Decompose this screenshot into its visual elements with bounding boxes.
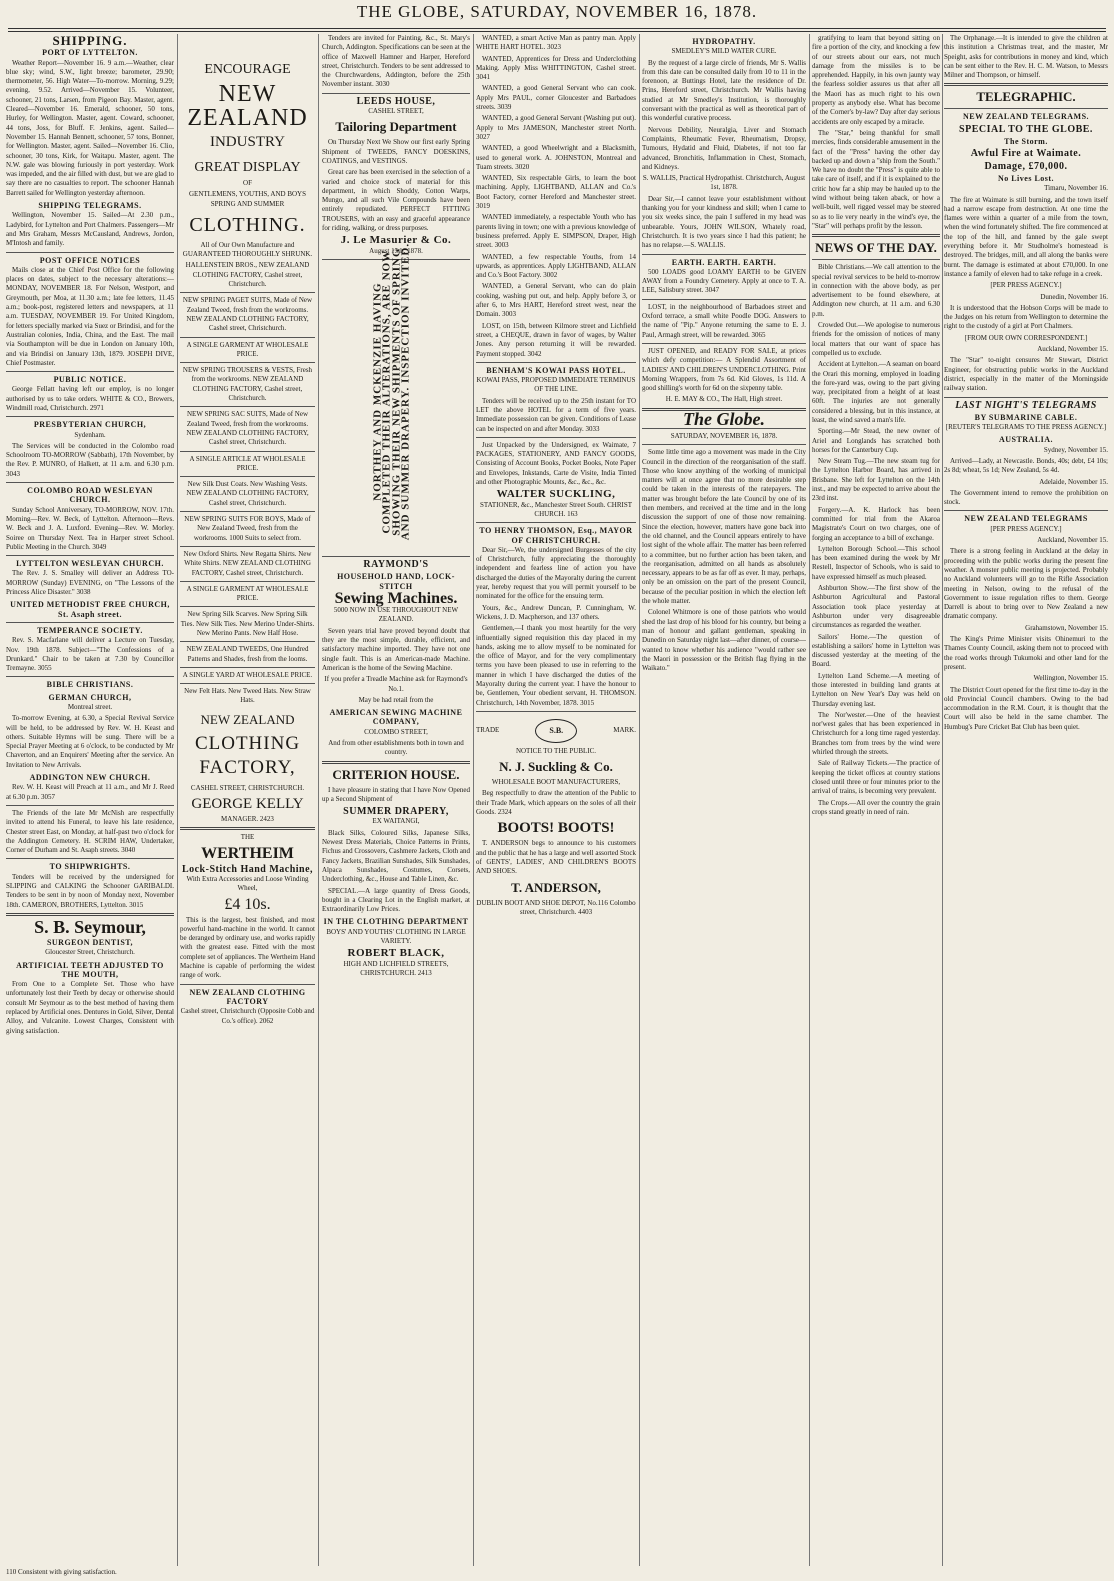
news-item: New Steam Tug.—The new steam tug for the Lyttelton Harbor Board, has arrived in Brisbane. She left for Lyttelton on the 14th inst., and may be expected to arrive about the 23rd inst. xyxy=(812,457,940,503)
addington-heading: ADDINGTON NEW CHURCH. xyxy=(29,773,151,783)
bible-christians-heading: BIBLE CHRISTIANS. xyxy=(46,680,134,690)
of-label: OF xyxy=(243,179,252,187)
column-6 xyxy=(812,34,940,1566)
clothing-item: New Silk Dust Coats. New Washing Vests. NEW ZEALAND CLOTHING FACTORY, Cashel street, Christchurch. xyxy=(186,480,309,507)
clothing-item: A SINGLE ARTICLE AT WHOLESALE PRICE. xyxy=(189,454,306,472)
press-agency-label: [PER PRESS AGENCY.] xyxy=(990,281,1062,290)
wanted-ad: WANTED, a few respectable Youths, from 14 upwards, as apprentices. Apply LIGHTBAND, ALLAN and Co.'s Boot Factory. 3002 xyxy=(476,252,636,280)
news-item: Sailors' Home.—The question of establishing a sailors' home in Lyttelton was discussed yesterday at the meeting of the Board. xyxy=(812,632,940,669)
summer-drapery-heading: SUMMER DRAPERY, xyxy=(343,806,449,818)
clothing-item: New Spring Silk Scarves. New Spring Silk Ties. New Silk Ties. New Merino Under-Shirts. New Merino Pants. New Half Hose. xyxy=(180,610,315,637)
masthead-rule xyxy=(8,28,1106,32)
hydropathy-text: By the request of a large circle of friends, Mr S. Wallis from this date can be consulted daily from 10 to 11 in the forenoon, at Buttings Hotel, late the residence of Dr. Prins, Hereford street, Christchurch. Mr Wallis having studied at Mr Smedley's Institution, is thoroughly conversant with the practical as well as theoretical part of this wonderful curative process. xyxy=(642,58,806,123)
seymour-text: From One to a Complete Set. Those who have unfortunately lost their Teeth by decay or otherwise should consult Mr Seymour as to the best method of having them replaced by Artificial ones. Dentures in Gold, Silver, Dental Alloy, and Vulcanite. Lowest Charges, Consistent with giving satisfaction. xyxy=(6,980,174,1035)
divider xyxy=(642,299,806,300)
divider xyxy=(642,343,806,344)
globe-date: SATURDAY, NOVEMBER 16, 1878. xyxy=(670,431,778,440)
telegraphic-heading: TELEGRAPHIC. xyxy=(976,89,1076,105)
lyttelton-wesleyan-text: The Rev. J. S. Smalley will deliver an Address TO-MORROW (Sunday) EVENING, on "The Lessons of the Princess Alice Disaster." 3038 xyxy=(6,569,174,597)
earth-heading: EARTH. EARTH. EARTH. xyxy=(671,257,777,267)
thomson-text: Dear Sir,—We, the undersigned Burgesses of the city of Christchurch, fully appreciating the thoroughly independent and fearless line of action you have discharged the duties of the Mayoralty during the current year, hereby request that you will permit yourself to be nominated for the office for the ensuing term. xyxy=(476,545,636,601)
nzcf-line2: CLOTHING FACTORY, xyxy=(194,732,301,778)
page-footer: 110 Consistent with giving satisfaction. xyxy=(6,1568,117,1576)
clothing-item: New Felt Hats. New Tweed Hats. New Straw Hats. xyxy=(184,687,311,705)
clothing-item: A SINGLE YARD AT WHOLESALE PRICE. xyxy=(182,670,313,679)
thomson-reply: Gentlemen,—I thank you most heartily for the very influentially signed requisition this day placed in my hands, asking me to allow myself to be nominated for the office of Mayor, and for the very complimentary terms you have been pleased to use in referring to the manner in which I have discharged the duties of the Mayoralty during the current year. I have the honour to be, Gentlemen, Your obedient servant, H. THOMSON. Christchurch, 14th November, 1878. 3015 xyxy=(476,624,636,707)
news-item: Accident at Lyttelton.—A seaman on board the Orari this morning, employed in loading the fore-yard was, owing to the part giving way, precipitated from a height of at least 60ft. The injuries are not generally considered a blessing, but in this instance, at least, the wind saved a man's life. xyxy=(812,360,940,424)
dunedin-dateline: Dunedin, November 16. xyxy=(1040,292,1108,301)
manager-label: MANAGER. 2423 xyxy=(221,815,274,824)
masthead-title: THE GLOBE, SATURDAY, NOVEMBER 16, 1878. xyxy=(356,2,758,21)
no-lives-heading: No Lives Lost. xyxy=(997,173,1055,183)
news-item: Lyttelton Borough School.—This school has been examined during the week by Mr Restell, Inspector of Schools, who is said to have expressed himself as much pleased. xyxy=(812,544,940,581)
great-display-heading: GREAT DISPLAY xyxy=(194,160,301,175)
wesleyan-heading: COLOMBO ROAD WESLEYAN CHURCH. xyxy=(27,486,153,505)
divider xyxy=(180,511,315,512)
george-kelly: GEORGE KELLY xyxy=(191,796,304,813)
news-item: The Crops.—All over the country the grain crops stand greatly in need of rain. xyxy=(812,798,940,816)
criterion-heading: CRITERION HOUSE. xyxy=(332,766,460,782)
divider xyxy=(6,858,174,859)
divider xyxy=(180,451,315,452)
robert-black-address: HIGH AND LICHFIELD STREETS, CHRISTCHURCH. 2413 xyxy=(343,959,449,977)
industry-heading: INDUSTRY xyxy=(209,134,285,150)
colombo-street: COLOMBO STREET, xyxy=(364,727,428,736)
trade-mark-row xyxy=(476,715,636,747)
retail-text: May be had retail from the xyxy=(358,695,434,704)
shipping-telegrams-text: Wellington, November 15. Sailed—At 2.30 p.m., Ladybird, for Lyttelton and Port Chalmers. Passengers—Mr and Mrs Graham, Messrs McCausland, Andrews, Jordon, M'Intosh and family. xyxy=(6,211,174,248)
divider xyxy=(6,676,174,677)
wanted-ad: WANTED, a smart Active Man as pantry man. Apply WHITE HART HOTEL. 3023 xyxy=(476,34,636,52)
presbyterian-heading: PRESBYTERIAN CHURCH, xyxy=(33,420,147,430)
column6-text: The "Star," being thankful for small mercies, finds considerable amusement in the fact of the "Press" having the other day backed up and down a "ship from the South." We have no doubt the "Press" is quite able to take care of itself, and if it is explained to the critic how far a ship may be hauled up to the wind without being taken aback, or how a well-built, well rigged vessel may be steered so as to lie very nearly in the wind's eye, the "Star" will perhaps profit by the lesson. xyxy=(812,128,940,230)
lost-dog: LOST, in the neighbourhood of Barbadoes street and Oxford terrace, a small white Poodle DOG. Answers to the name of "Pip." Anyone returning the same to E. J. Paul, Armagh street, will be rewarded. 3065 xyxy=(642,302,806,339)
divider xyxy=(180,667,315,668)
clothing-dept-heading: IN THE CLOTHING DEPARTMENT xyxy=(323,917,469,927)
column-4 xyxy=(476,34,636,1566)
kowai-sub: KOWAI PASS, PROPOSED IMMEDIATE TERMINUS OF THE LINE. xyxy=(476,376,636,394)
news-item: The Nor'wester.—One of the heaviest nor'west gales that has been experienced in Christchurch for a long time raged yesterday. Branches torn from trees by the wind were whirled through the streets. xyxy=(812,710,940,757)
divider xyxy=(944,510,1108,511)
sydney-text: Arrived—Lady, at Newcastle. Bonds, 40s; debt, £4 10s; 2s 8d; wheat, 5s 1d; New Zealand, 5s 4d. xyxy=(944,456,1108,475)
raymond-text: Seven years trial have proved beyond doubt that they are the most simple, durable, efficient, and satisfactory machine imported. They have not one single fault. This is an American-made Machine. American is the home of the Sewing Machine. xyxy=(322,626,470,672)
masurier-name: J. Le Masurier & Co. xyxy=(340,234,452,247)
hydropathy-sub: SMEDLEY'S MILD WATER CURE. xyxy=(671,47,777,56)
auckland-dateline-2: Auckland, November 15. xyxy=(1037,536,1108,545)
clothing-item: A SINGLE GARMENT AT WHOLESALE PRICE. xyxy=(186,340,309,358)
kowai-text: Tenders will be received up to the 25th instant for TO LET the above HOTEL for a term of five years. Immediate possession can be given. Conditions of Lease can be inspected on and after Monday. 3033 xyxy=(476,396,636,433)
news-item: Ashburton Show.—The first show of the Ashburton Agricultural and Pastoral Association took place yesterday at Ashburton under very disagreeable circumstances as regarded the weather. xyxy=(812,584,940,630)
auckland-dateline: Auckland, November 15. xyxy=(1037,345,1108,354)
shipping-report: Weather Report—November 16. 9 a.m.—Weather, clear blue sky; wind, S.W., light breeze; barometer, 29.90; thermometer, 56. High Water—To-morrow. Morning, 9.29; evening, 9.52. Arrived—November 15. Volunteer, schooner, 21 tons, Larsen, from Pigeon Bay. Master, agent. Cleared—November 16. Emerald, schooner, 50 tons, Hurley, for Wellington. Master, agent. Coward, schooner, 44 tons, Joss, for Bluff. F. Jenkins, agent. Sailed—November 15. Hannah Bennett, schooner, 57 tons, Bonner, for Wellington. Master, agent. Sailed—November 16. Clio, schooner, 30 tons, Kirk, for Waitapu. Master, agent. The N.W. gale was blowing furiously in port yesterday. Work was impeded, and the air filled with dust, but we are glad to say there are no casualties to report. The schooner Hannah Barrett sailed for Wellington yesterday afternoon. xyxy=(6,58,174,197)
storm-heading: The Storm. xyxy=(1004,137,1048,147)
seymour-title: SURGEON DENTIST, xyxy=(46,937,134,947)
presbyterian-sub: Sydenham. xyxy=(74,430,106,439)
encourage-heading: ENCOURAGE xyxy=(204,62,291,77)
clothing-item: NEW SPRING SAC SUITS, Made of New Zealand Tweed, fresh from the workrooms. NEW ZEALAND CLOTHING FACTORY, Cashel street, Christchurch. xyxy=(186,410,309,447)
divider xyxy=(180,641,315,642)
column6-text: gratifying to learn that beyond sitting on fire a portion of the city, and knocking a few of our streets about our ears, not much damage from the missiles is to be apprehended. Happily, in his own jaunty way the fearless soldier assures us that after all the Maori has as much right to his own property as anybody else. What has become of the Corner's by-law? Day after day serious accidents are only escaped by a miracle. xyxy=(812,34,940,126)
thursday-text: On Thursday Next We Show our first early Spring Shipment of TWEEDS, FANCY DOESKINS, COATINGS, and VESTINGS. xyxy=(322,138,470,165)
wanted-ad: WANTED, a good General Servant who can cook. Apply Mrs PAUL, corner Gloucester and Barbadoes streets. 3039 xyxy=(476,84,636,112)
divider xyxy=(180,984,315,985)
presbyterian-text: The Services will be conducted in the Colombo road Schoolroom TO-MORROW (Sabbath), 17th November, by the Rev. P. MUNRO, of Halkett, at 11 a.m. and 6.30 p.m. 3043 xyxy=(6,441,174,478)
column-divider xyxy=(942,34,943,1566)
divider xyxy=(812,259,940,260)
gentlemens-text: GENTLEMENS, YOUTHS, AND BOYS SPRING AND SUMMER xyxy=(189,190,306,208)
divider xyxy=(6,913,174,916)
lockstitch-heading: Lock-Stitch Hand Machine, xyxy=(181,863,314,875)
nzcf-cashel: CASHEL STREET, CHRISTCHURCH. xyxy=(190,783,305,792)
shipwrights-heading: TO SHIPWRIGHTS. xyxy=(49,862,131,872)
divider xyxy=(476,522,636,523)
clothing-item: NEW ZEALAND TWEEDS, One Hundred Patterns and Shades, fresh from the looms. xyxy=(186,645,309,663)
fire-heading: Awful Fire at Waimate. xyxy=(970,148,1082,160)
press-agency-label-2: [PER PRESS AGENCY.] xyxy=(990,524,1062,533)
notice-to-public: NOTICE TO THE PUBLIC. xyxy=(515,746,597,755)
kowai-heading: BENHAM'S KOWAI PASS HOTEL. xyxy=(486,365,626,375)
thomson-heading: TO HENRY THOMSON, Esq., MAYOR OF CHRISTCHURCH. xyxy=(479,526,633,545)
nz-telegrams-heading-2: NEW ZEALAND TELEGRAMS xyxy=(964,514,1088,524)
wanted-ad: WANTED immediately, a respectable Youth who has parents living in town; one with a previous knowledge of business preferred. Apply E. SIMPSON, Draper, High street. 3003 xyxy=(476,213,636,250)
mark-label: MARK. xyxy=(613,726,636,735)
port-heading: PORT OF LYTTELTON. xyxy=(42,48,138,58)
divider xyxy=(642,254,806,255)
seymour-teeth: ARTIFICIAL TEETH ADJUSTED TO THE MOUTH, xyxy=(16,960,164,979)
lyttelton-wesleyan-heading: LYTTELTON WESLEYAN CHURCH. xyxy=(16,559,164,569)
wanted-ad: WANTED, Six respectable Girls, to learn the boot machining. Apply, LIGHTBAND, ALLAN and Co.'s Boot Factory, corner Hereford and Manchester street. 3019 xyxy=(476,174,636,211)
boots-heading: BOOTS! BOOTS! xyxy=(497,820,615,837)
temperance-text: Rev. S. Macfarlane will deliver a Lecture on Tuesday, Nov. 19th 1878. Subject—"The Confessions of a Drunkard." Chair to be taken at 7.30 by Councillor Tremayne. 3055 xyxy=(6,636,174,673)
wertheim-price: £4 10s. xyxy=(224,895,271,913)
special-text: SPECIAL.—A large quantity of Dress Goods, bought in a Clearing Lot in the English market, at Extraordinarily Low Prices. xyxy=(322,886,470,914)
submarine-cable-heading: BY SUBMARINE CABLE. xyxy=(974,412,1078,422)
masurier-date: August 15th, 1878. xyxy=(369,246,423,255)
nj-suckling-sub: WHOLESALE BOOT MANUFACTURERS, xyxy=(491,778,621,787)
wellington-dateline: Wellington, November 15. xyxy=(1033,674,1108,683)
loads-text: 500 LOADS good LOAMY EARTH to be GIVEN AWAY from a Foundry Cemetery. Apply at once to T. A. LEE, Salisbury street. 3047 xyxy=(642,267,806,295)
trade-label: TRADE xyxy=(476,726,500,735)
nj-suckling: N. J. Suckling & Co. xyxy=(499,759,613,775)
globe-nameplate: The Globe. xyxy=(683,408,765,429)
tailoring-heading: Tailoring Department xyxy=(335,119,457,135)
divider xyxy=(6,805,174,806)
leeds-text: Great care has been exercised in the selection of a varied and choice stock of material for this department, in which Shoddy, Cotton Warps, Mungo, and all such Vile Compounds have been entirely repudiated. PERFECT FITTING TROUSERS, with an easy and graceful appearance for riding, walking, or dress purposes. xyxy=(322,168,470,233)
column-divider xyxy=(177,34,178,1566)
post-office-text: Mails close at the Chief Post Office for the following places on dates, subject to the necessary alterations:— MONDAY, NOVEMBER 18. For Nelson, Westport, and Greymouth, per Moa, at 11.30 a.m.; late fee letters, 11.45 a.m.; book-post, registered letters and newspapers, at 11 a.m. TUESDAY, NOVEMBER 19. For United Kingdom, for letters specially marked via Suez or Brindisi, and for the Australian colonies, India, China, and the East. The mail via Southampton will be due in London on January 10th, and via Brindisi on January 13th, 1879. JOSEPH DIVE, Chief Postmaster. xyxy=(6,265,174,367)
dunedin-text: It is understood that the Hobson Corps will be made to the Judges on his return from Wellington to determine the right to the custody of a girl at Port Chalmers. xyxy=(944,303,1108,331)
american-sewing-heading: AMERICAN SEWING MACHINE COMPANY, xyxy=(329,708,463,727)
leeds-house-sub: CASHEL STREET, xyxy=(368,107,424,116)
divider xyxy=(322,93,470,94)
divider xyxy=(180,546,315,547)
timaru-dateline: Timaru, November 16. xyxy=(1044,184,1108,193)
divider xyxy=(6,482,174,483)
northey-vertical-text: NORTHEY AND MCKENZIE HAVING COMPLETED THEIR ALTERATIONS, ARE NOW SHOWING THEIR NEW SHIPMENTS OF SPRING AND SUMMER DRAPERY. INSPECTION INVITED. xyxy=(371,242,412,541)
seymour-address: Gloucester Street, Christchurch. xyxy=(45,948,135,957)
clothing-item: NEW SPRING TROUSERS & VESTS, Fresh from the workrooms. NEW ZEALAND CLOTHING FACTORY, Cashel street, Christchurch. xyxy=(182,366,313,403)
clothing-item: NEW SPRING SUITS FOR BOYS, Made of New Zealand Tweed, fresh from the workrooms. 1000 Suits to select from. xyxy=(184,515,311,542)
the-label: THE xyxy=(240,833,255,842)
divider xyxy=(180,606,315,607)
divider xyxy=(180,827,315,830)
wesleyan-text: Sunday School Anniversary, TO-MORROW, NOV. 17th. Morning—Rev. W. Beck, of Lyttelton. Afternoon—Revs. W. Beck and J. A. Luxford. Evening—Rev. W. Morley. Soiree on Thursday Next. Tea in Harper street School. Public Meeting in the Church. 3049 xyxy=(6,505,174,551)
column-1 xyxy=(6,34,174,1566)
funeral-notice: The Friends of the late Mr McNish are respectfully invited to attend his Funeral, to leave his late residence, Chester street East, on Monday, at half-past two o'clock for the Addington Cemetery. H. SCRIM HAW, Undertaker, Corner of Durham and St. Asaph streets. 3040 xyxy=(6,808,174,855)
fire-text: The fire at Waimate is still burning, and the town itself had a narrow escape from destruction. At one time the flames were within a quarter of a mile from the town, when the wind fortunately shifted. The fire commenced at the top of the hill, and fanned by the gale swept everything before it. Mr Studholme's homestead is destroyed. The bridges, mill, and all along the banks were burnt. The damage is estimated at about £70,000. In one instance a family of eleven had to take refuge in a creek. xyxy=(944,195,1108,278)
t-anderson: T. ANDERSON, xyxy=(511,879,601,895)
own-manufacture-text: All of Our Own Manufacture and GUARANTEED THOROUGHLY SHRUNK. xyxy=(182,240,313,259)
nzcf-line1: NEW ZEALAND xyxy=(200,711,295,727)
wellington-text: The District Court opened for the first time to-day in the old Provincial Council chambers. Owing to the bad accommodation in the R.M. Court, it is thought that the Court will also be held in the same chamber. The Humbug's Pure Cricket Bat Club has been quiet. xyxy=(944,685,1108,731)
signatories: Yours, &c., Andrew Duncan, P. Cunningham, W. Wickens, J. D. Macpherson, and 137 others. xyxy=(476,603,636,621)
grahamstown-text: The King's Prime Minister visits Ohinemuri to the Thames County Council, asking them not to proceed with the road works through Tukumoki and other land for the present. xyxy=(944,635,1108,671)
damage-heading: Damage, £70,000. xyxy=(984,160,1068,172)
divider xyxy=(944,108,1108,109)
trade-mark-logo: S.B. xyxy=(535,719,577,743)
wanted-ad: WANTED, a good Wheelwright and a Blacksmith, used to general work. A. JOHNSTON, Montreal and Tuam streets. 3020 xyxy=(476,144,636,171)
adelaide-text: The Government intend to remove the prohibition on stock. xyxy=(944,488,1108,507)
divider xyxy=(476,437,636,438)
divider xyxy=(322,556,470,557)
reuter-label: [REUTER'S TELEGRAMS TO THE PRESS AGENCY.] xyxy=(945,423,1107,432)
divider xyxy=(322,761,470,764)
divider xyxy=(180,337,315,338)
public-notice-text: George Fellatt having left our employ, is no longer authorised by us to take orders. WHITE & CO., Brewers, Windmill road, Christchurch. 2971 xyxy=(6,385,174,412)
divider xyxy=(6,555,174,556)
auckland-text: The "Star" to-night censures Mr Stewart, District Engineer, for obstructing public works in the Auckland district, especially in the matter of the Morningside railway station. xyxy=(944,356,1108,393)
orphanage-text: The Orphanage.—It is intended to give the children at this institution a Christmas treat, and the master, Mr Speight, asks for contributions in money and kind, which can be sent either to the Rev. H. C. M. Watson, to Messrs Milner and Thompson, or himself. xyxy=(944,34,1108,80)
temperance-heading: TEMPERANCE SOCIETY. xyxy=(37,625,143,635)
nzcf-address: Cashel street, Christchurch (Opposite Cobb and Co.'s office). 2062 xyxy=(180,1007,315,1025)
divider xyxy=(642,444,806,445)
news-item: Lyttelton Land Scheme.—A meeting of those interested in building land grants at Lyttelton on New Year's Day was held on Thursday evening last. xyxy=(812,671,940,708)
colonel-text: Colonel Whitmore is one of those patriots who would shed the last drop of his blood for his country, but being a man of honour and gallant gentleman, speaking in Dunedin on Saturday night last—after dinner, of course—wanted to know whether his audience "would rather see the Maori in possession or the British flag flying in the Waikato." xyxy=(642,608,806,673)
divider xyxy=(6,252,174,253)
column-7 xyxy=(944,34,1108,1566)
adelaide-dateline: Adelaide, November 15. xyxy=(1039,477,1108,486)
nz-telegrams-text: There is a strong feeling in Auckland at the delay in proceeding with the public works during the present fine weather. A monster public meeting is projected. Probably no Auckland volunteers will go to the Rifle Association meeting in Nelson, owing to the refusal of the Government to issue regulation rifles to them. George Darrell is about to bring over to New Zealand a new dramatic company. xyxy=(944,547,1108,621)
wallis-signature: S. WALLIS, Practical Hydropathist. Christchurch, August 1st, 1878. xyxy=(642,174,806,192)
grahamstown-dateline: Grahamstown, November 15. xyxy=(1025,623,1108,632)
treadle-text: If you prefer a Treadle Machine ask for Raymond's No.1. xyxy=(324,675,468,693)
divider xyxy=(180,362,315,363)
united-methodist-heading: UNITED METHODIST FREE CHURCH, St. Asaph street. xyxy=(10,600,170,619)
divider xyxy=(180,406,315,407)
own-correspondent-label: [FROM OUR OWN CORRESPONDENT.] xyxy=(964,333,1088,342)
divider xyxy=(6,416,174,417)
public-notice-heading: PUBLIC NOTICE. xyxy=(53,375,127,385)
divider xyxy=(812,234,940,237)
news-item: Sporting.—Mr Stead, the new owner of Ariel and Longlands has scratched both horses for the Canterbury Cup. xyxy=(812,427,940,454)
clothing-item: A SINGLE GARMENT AT WHOLESALE PRICE. xyxy=(186,584,309,603)
suckling-sub: STATIONER, &c., Manchester Street South. CHRIST CHURCH. 163 xyxy=(479,500,633,518)
column-divider xyxy=(639,34,640,1566)
tenders-notice: Tenders are invited for Painting, &c., St. Mary's Church, Addington. Specifications can be seen at the office of Maxwell Hamner and Harper, Hereford street, Christchurch. Tenders to be sent addressed to the Churchwardens, Addington, before the 25th November instant. 3030 xyxy=(322,34,470,89)
wertheim-heading: WERTHEIM xyxy=(201,844,294,862)
sewing-machines-heading: Sewing Machines. xyxy=(334,589,458,607)
divider xyxy=(180,683,315,684)
robert-black: ROBERT BLACK, xyxy=(347,947,445,960)
waitangi-label: EX WAITANGI, xyxy=(372,817,420,826)
wertheim-text: This is the largest, best finished, and most powerful hand-machine in the world. It cannot be deranged by ordinary use, and works rapidly with the greatest ease. Fitted with the most complete set of appliances. The Wertheim Hand Machine is capable of performing the widest range of work. xyxy=(180,915,315,980)
post-office-heading: POST OFFICE NOTICES xyxy=(39,255,141,265)
criterion-text: I have pleasure in stating that I have Now Opened up a Second Shipment of xyxy=(322,785,470,803)
may-co: H. E. MAY & CO., The Hall, High street. xyxy=(665,395,783,404)
sydney-dateline: Sydney, November 15. xyxy=(1043,445,1108,454)
hydropathy-heading: HYDROPATHY. xyxy=(692,37,756,46)
seymour-name: S. B. Seymour, xyxy=(34,916,146,937)
ailments-list: Nervous Debility, Neuralgia, Liver and Stomach Complaints, Rheumatic Fever, Rheumatism, Dropsy, Tumours, Hydatid and Fluid, Diabetes, if not too far advanced, Bronchitis, Inflammation in Chest, Stomach, and Kidneys. xyxy=(642,125,806,171)
divider xyxy=(6,622,174,623)
clothing-item: NEW SPRING PAGET SUITS, Made of New Zealand Tweed, fresh from the workrooms. NEW ZEALAND CLOTHING FACTORY, Cashel street, Christchurch. xyxy=(182,296,313,333)
divider xyxy=(944,83,1108,86)
anderson-address: DUBLIN BOOT AND SHOE DEPOT, No.116 Colombo street, Christchurch. 4403 xyxy=(476,898,636,916)
german-church-sub: Montreal street. xyxy=(67,703,113,711)
divider xyxy=(180,292,315,293)
suckling-intro: Just Unpacked by the Undersigned, ex Waimate, 7 PACKAGES, STATIONERY, AND FANCY GOODS, Consisting of Account Books, Pocket Books, Note Paper and Envelopes, Inkstands, Carte de Visite, India Tinted and other Photographic Mounts, &c., &c., &c. xyxy=(476,440,636,487)
shipping-telegrams-heading: SHIPPING TELEGRAMS. xyxy=(38,201,142,211)
new-zealand-heading: NEW ZEALAND xyxy=(187,81,308,131)
news-item: Crowded Out.—We apologise to numerous friends for the omission of notices of many local matters that our want of space has compelled us to exclude. xyxy=(812,321,940,357)
just-opened: JUST OPENED, and READY FOR SALE, at prices which defy competition:— A Splendid Assortment of LADIES' AND CHILDREN'S UNDERCLOTHING. Print Morning Wrappers, from 7s 6d. Kid Gloves, 1s 11d. A good shilling's worth for 6d on the sixpenny table. xyxy=(642,346,806,393)
divider xyxy=(476,362,636,363)
divider xyxy=(944,397,1108,398)
household-heading: HOUSEHOLD HAND, LOCK-STITCH xyxy=(337,572,455,591)
nzcf-footer: NEW ZEALAND CLOTHING FACTORY xyxy=(189,987,306,1006)
news-item: Bible Christians.—We call attention to the special revival services to be held to-morrow in connection with the above body, as per advertisement to be found elsewhere, at Addington new church, at 11 a.m. and 6.30 p.m. xyxy=(812,263,940,318)
divider xyxy=(180,581,315,582)
testimonial: Dear Sir,—I cannot leave your establishment without thanking you for your kindness and skill; when I came to you six weeks since, the pain I suffered in my head was unbearable. Yours, JOHN WILSON, Whately road, Christchurch. It is two years since I had this patient; he has no relapse.—S. WALLIS. xyxy=(642,194,806,250)
anderson-intro: T. ANDERSON begs to announce to his customers and the public that he has a large and well assorted Stock of GENTS', LADIES', AND CHILDREN'S BOOTS AND SHOES. xyxy=(476,839,636,876)
editorial-text: Some little time ago a movement was made in the City Council in the direction of the reorganisation of the staff. Those who know anything of the working of municipal matters will at once agree that no more desirable step could be taken in the interests of the ratepayers. The matter was brought before the late Council by one of its then members, and received at the time and in the long discussion the support of one of those now remaining. Since the election, however, matters have gone back into the old channel, and the Council appears entirely to have lost sight of the whole affair. The matter has been referred to a committee, but no further action has been taken, and the reorganisation, admitted on all hands as absolutely necessary, appears to be as far off as ever. It may, perhaps, only be an omission on the part of the present Council, because of the peculiar position in which the election left the whole matter. xyxy=(642,448,806,606)
hallenstein-text: HALLENSTEIN BROS., NEW ZEALAND CLOTHING FACTORY, Cashel street, Christchurch. xyxy=(185,261,310,289)
nz-telegrams-heading: NEW ZEALAND TELEGRAMS. xyxy=(962,112,1090,122)
extra-accessories: With Extra Accessories and Loose Winding Wheel, xyxy=(186,874,309,893)
addington-text: Rev. W. H. Keast will Preach at 11 a.m., and Mr J. Reed at 6.30 p.m. 3057 xyxy=(6,783,174,801)
special-globe-heading: SPECIAL TO THE GLOBE. xyxy=(959,123,1093,135)
leeds-house-heading: LEEDS HOUSE, xyxy=(356,95,436,107)
column-divider xyxy=(318,34,319,1566)
wanted-ad: WANTED, a good General Servant (Washing put out). Apply to Mrs JAMESON, Manchester street North. 3027 xyxy=(476,114,636,141)
australia-heading: AUSTRALIA. xyxy=(998,435,1054,445)
clothing-heading: CLOTHING. xyxy=(189,213,306,236)
wanted-ad: WANTED, Apprentices for Dress and Underclothing Making. Apply Miss WHITTINGTON, Cashel street. 3041 xyxy=(476,54,636,82)
column-divider xyxy=(809,34,810,1566)
divider xyxy=(476,711,636,712)
divider xyxy=(6,371,174,372)
boys-text: BOYS' AND YOUTHS' CLOTHING IN LARGE VARIETY. xyxy=(326,927,466,946)
divider xyxy=(180,476,315,477)
wanted-ad: WANTED, a General Servant, who can do plain cooking, washing put out, and help. Apply before 3, or after 6, to Mrs HART, Hereford street west, near the Domain. 3003 xyxy=(476,282,636,319)
raymond-heading: RAYMOND'S xyxy=(363,558,429,570)
criterion-list: Black Silks, Coloured Silks, Japanese Silks, Newest Dress Materials, Choice Patterns in Prints, Fichus and Crossovers, Cashmere Jackets, Cloth and Fancy Jackets, Brazilian Sunshades, Silk Sunshades, Alpaca Sunshades, Costumes, Corsets, Underclothing, &c., House and Table Linen, &c. xyxy=(322,828,470,884)
german-church-heading: GERMAN CHURCH, xyxy=(48,692,132,702)
clothing-item: New Oxford Shirts. New Regatta Shirts. New White Shirts. NEW ZEALAND CLOTHING FACTORY, Cashel street, Christchurch. xyxy=(183,549,312,577)
column-3 xyxy=(322,34,470,1566)
shipping-heading: SHIPPING. xyxy=(52,34,128,48)
agents-text: And from other establishments both in town and country. xyxy=(328,738,464,757)
column-divider xyxy=(473,34,474,1566)
shipwrights-text: Tenders will be received by the undersigned for SLIPPING and CALKING the Schooner GARIBALDI. Tenders to be sent in by noon of Monday next, November 18th. CAMERON, BROTHERS, Lyttelton. 3015 xyxy=(6,872,174,909)
news-of-day-heading: NEWS OF THE DAY. xyxy=(815,240,937,256)
in-use-text: 5000 NOW IN USE THROUGHOUT NEW ZEALAND. xyxy=(333,606,459,624)
german-church-text: To-morrow Evening, at 6.30, a Special Revival Service will be held, to be addressed by Rev. W. H. Keast and others. Suitable Hymns will be sung. There will be a Special Prayer Meeting at 6 o'clock, to be conducted by Mr Chaverton, and an Enquirers' Meeting after the service. An Invitation to New Arrivals. xyxy=(6,714,174,769)
column-2 xyxy=(180,34,315,1566)
last-night-heading: LAST NIGHT'S TELEGRAMS xyxy=(955,399,1097,411)
news-item: Sale of Railway Tickets.—The practice of keeping the ticket offices at country stations closed until three or four minutes prior to the arrival of trains, is becoming very prevalent. xyxy=(812,759,940,796)
column-5 xyxy=(642,34,806,1566)
news-item: Forgery.—A. K. Harlock has been committed for trial from the Akaroa Magistrate's Court on two charges, one of forging an acceptance to a bill of exchange. xyxy=(812,505,940,542)
nj-suckling-text: Beg respectfully to draw the attention of the Public to their Trade Mark, which appears on the soles of all their Goods. 2324 xyxy=(476,789,636,817)
walter-suckling: WALTER SUCKLING, xyxy=(496,488,616,501)
lost-cheque: LOST, on 15th, between Kilmore street and Lichfield street, a CHEQUE, drawn in favor of wages, by Walter Jones. Any person returning it will be rewarded. Payment stopped. 3042 xyxy=(476,321,636,358)
